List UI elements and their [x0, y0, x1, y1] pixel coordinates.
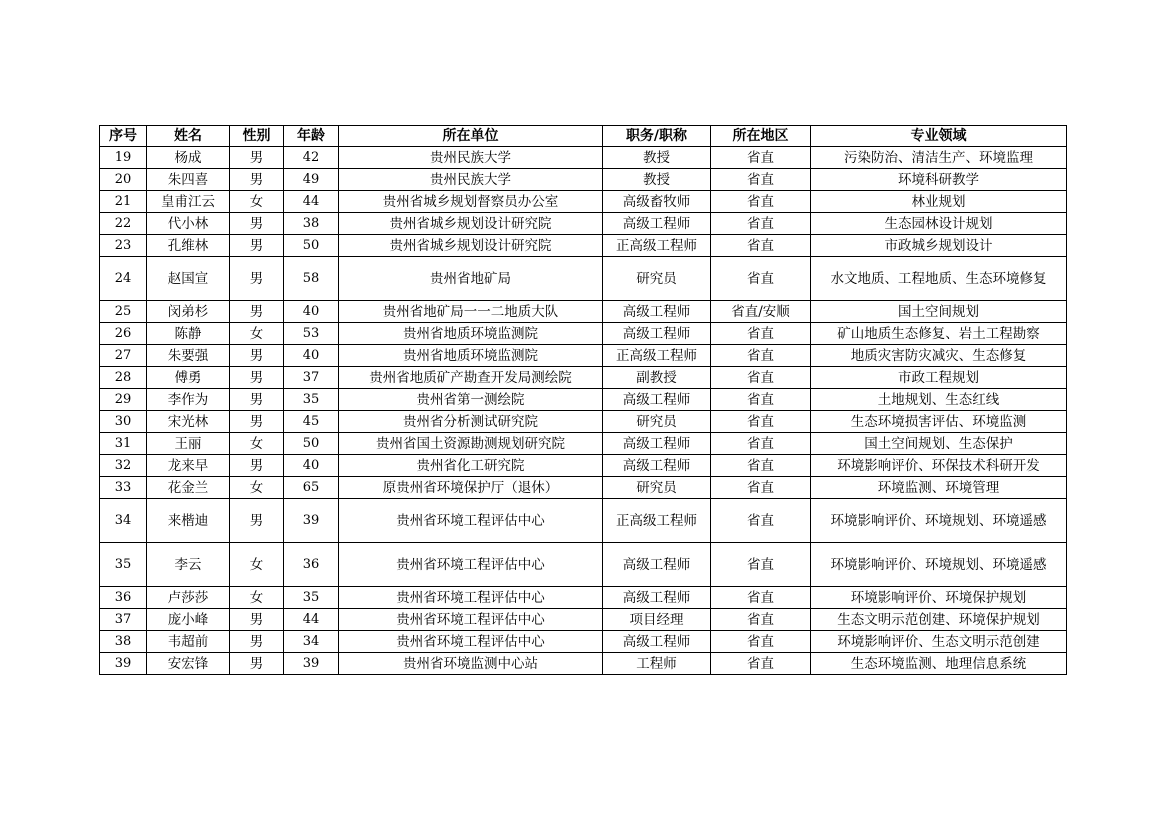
cell-specialty: 环境监测、环境管理: [811, 477, 1067, 499]
cell-region: 省直/安顺: [711, 301, 811, 323]
cell-age: 35: [284, 587, 339, 609]
cell-title: 高级工程师: [603, 433, 711, 455]
cell-organization: 贵州省国土资源勘测规划研究院: [339, 433, 603, 455]
cell-gender: 女: [230, 587, 284, 609]
cell-organization: 贵州省环境监测中心站: [339, 653, 603, 675]
cell-gender: 男: [230, 213, 284, 235]
table-row: [100, 301, 1067, 323]
cell-specialty: 市政城乡规划设计: [811, 235, 1067, 257]
cell-organization: 贵州省地矿局: [339, 257, 603, 301]
cell-age: 49: [284, 169, 339, 191]
cell-organization: 贵州省地质矿产勘查开发局测绘院: [339, 367, 603, 389]
header-age: 年龄: [284, 126, 339, 147]
cell-organization: 贵州省环境工程评估中心: [339, 543, 603, 587]
cell-age: 39: [284, 499, 339, 543]
cell-index: 32: [100, 455, 147, 477]
cell-organization: 贵州省地质环境监测院: [339, 323, 603, 345]
cell-name: 花金兰: [147, 477, 230, 499]
cell-title: 工程师: [603, 653, 711, 675]
table-row: [100, 543, 1067, 587]
cell-title: 高级工程师: [603, 389, 711, 411]
cell-index: 26: [100, 323, 147, 345]
cell-index: 25: [100, 301, 147, 323]
cell-region: 省直: [711, 389, 811, 411]
cell-title: 正高级工程师: [603, 345, 711, 367]
cell-region: 省直: [711, 367, 811, 389]
cell-gender: 男: [230, 499, 284, 543]
cell-gender: 男: [230, 301, 284, 323]
table-row: [100, 455, 1067, 477]
cell-title: 高级工程师: [603, 631, 711, 653]
cell-age: 40: [284, 455, 339, 477]
cell-organization: 贵州省化工研究院: [339, 455, 603, 477]
cell-specialty: 生态园林设计规划: [811, 213, 1067, 235]
cell-age: 44: [284, 609, 339, 631]
cell-name: 来楷迪: [147, 499, 230, 543]
cell-title: 高级工程师: [603, 301, 711, 323]
cell-name: 李云: [147, 543, 230, 587]
cell-age: 36: [284, 543, 339, 587]
cell-index: 37: [100, 609, 147, 631]
cell-gender: 男: [230, 345, 284, 367]
cell-organization: 贵州民族大学: [339, 147, 603, 169]
cell-title: 教授: [603, 147, 711, 169]
cell-specialty: 林业规划: [811, 191, 1067, 213]
table-header: [100, 126, 1067, 147]
cell-specialty: 环境科研教学: [811, 169, 1067, 191]
cell-title: 高级工程师: [603, 213, 711, 235]
cell-name: 韦超前: [147, 631, 230, 653]
cell-gender: 女: [230, 323, 284, 345]
cell-title: 正高级工程师: [603, 235, 711, 257]
cell-age: 42: [284, 147, 339, 169]
table-row: [100, 235, 1067, 257]
cell-index: 35: [100, 543, 147, 587]
cell-gender: 女: [230, 543, 284, 587]
cell-region: 省直: [711, 213, 811, 235]
cell-name: 代小林: [147, 213, 230, 235]
cell-age: 65: [284, 477, 339, 499]
cell-gender: 男: [230, 257, 284, 301]
cell-region: 省直: [711, 477, 811, 499]
table-row: [100, 631, 1067, 653]
header-index: 序号: [100, 126, 147, 147]
table-row: [100, 367, 1067, 389]
cell-age: 50: [284, 433, 339, 455]
cell-organization: 贵州省地质环境监测院: [339, 345, 603, 367]
table-row: [100, 147, 1067, 169]
table-row: [100, 411, 1067, 433]
cell-age: 58: [284, 257, 339, 301]
cell-specialty: 水文地质、工程地质、生态环境修复: [811, 257, 1067, 301]
cell-index: 28: [100, 367, 147, 389]
cell-name: 陈静: [147, 323, 230, 345]
cell-specialty: 生态环境损害评估、环境监测: [811, 411, 1067, 433]
table-row: [100, 257, 1067, 301]
cell-index: 39: [100, 653, 147, 675]
cell-age: 34: [284, 631, 339, 653]
cell-name: 王丽: [147, 433, 230, 455]
cell-age: 37: [284, 367, 339, 389]
table-row: [100, 323, 1067, 345]
cell-index: 23: [100, 235, 147, 257]
header-region: 所在地区: [711, 126, 811, 147]
table-row: [100, 609, 1067, 631]
cell-gender: 男: [230, 653, 284, 675]
table-row: [100, 169, 1067, 191]
cell-age: 53: [284, 323, 339, 345]
cell-region: 省直: [711, 543, 811, 587]
cell-gender: 男: [230, 235, 284, 257]
cell-organization: 贵州省城乡规划设计研究院: [339, 235, 603, 257]
table-row: [100, 433, 1067, 455]
cell-name: 卢莎莎: [147, 587, 230, 609]
header-name: 姓名: [147, 126, 230, 147]
table-row: [100, 191, 1067, 213]
cell-title: 高级工程师: [603, 587, 711, 609]
cell-age: 45: [284, 411, 339, 433]
cell-organization: 贵州省环境工程评估中心: [339, 609, 603, 631]
cell-specialty: 环境影响评价、环境规划、环境遥感: [811, 499, 1067, 543]
cell-region: 省直: [711, 455, 811, 477]
cell-region: 省直: [711, 609, 811, 631]
cell-name: 庞小峰: [147, 609, 230, 631]
cell-index: 19: [100, 147, 147, 169]
table-row: [100, 587, 1067, 609]
cell-name: 赵国宣: [147, 257, 230, 301]
cell-gender: 男: [230, 631, 284, 653]
cell-index: 38: [100, 631, 147, 653]
cell-title: 高级畜牧师: [603, 191, 711, 213]
cell-name: 杨成: [147, 147, 230, 169]
cell-index: 24: [100, 257, 147, 301]
cell-specialty: 土地规划、生态红线: [811, 389, 1067, 411]
cell-region: 省直: [711, 653, 811, 675]
cell-title: 正高级工程师: [603, 499, 711, 543]
cell-region: 省直: [711, 191, 811, 213]
cell-name: 傅勇: [147, 367, 230, 389]
cell-index: 20: [100, 169, 147, 191]
cell-organization: 贵州省环境工程评估中心: [339, 587, 603, 609]
cell-title: 教授: [603, 169, 711, 191]
cell-gender: 男: [230, 411, 284, 433]
cell-organization: 贵州省环境工程评估中心: [339, 499, 603, 543]
cell-organization: 贵州省城乡规划设计研究院: [339, 213, 603, 235]
cell-gender: 女: [230, 433, 284, 455]
cell-specialty: 生态文明示范创建、环境保护规划: [811, 609, 1067, 631]
cell-name: 朱四喜: [147, 169, 230, 191]
table-row: [100, 653, 1067, 675]
cell-title: 高级工程师: [603, 323, 711, 345]
cell-organization: 贵州省地矿局一一二地质大队: [339, 301, 603, 323]
cell-region: 省直: [711, 323, 811, 345]
cell-specialty: 环境影响评价、环保技术科研开发: [811, 455, 1067, 477]
cell-organization: 贵州省环境工程评估中心: [339, 631, 603, 653]
cell-region: 省直: [711, 587, 811, 609]
cell-title: 副教授: [603, 367, 711, 389]
cell-specialty: 环境影响评价、生态文明示范创建: [811, 631, 1067, 653]
header-title: 职务/职称: [603, 126, 711, 147]
cell-region: 省直: [711, 169, 811, 191]
cell-specialty: 矿山地质生态修复、岩土工程勘察: [811, 323, 1067, 345]
cell-index: 31: [100, 433, 147, 455]
cell-region: 省直: [711, 147, 811, 169]
cell-index: 34: [100, 499, 147, 543]
header-gender: 性别: [230, 126, 284, 147]
cell-name: 李作为: [147, 389, 230, 411]
cell-age: 38: [284, 213, 339, 235]
cell-organization: 贵州省第一测绘院: [339, 389, 603, 411]
cell-age: 50: [284, 235, 339, 257]
cell-gender: 男: [230, 367, 284, 389]
cell-gender: 男: [230, 169, 284, 191]
cell-region: 省直: [711, 631, 811, 653]
cell-name: 宋光林: [147, 411, 230, 433]
cell-index: 36: [100, 587, 147, 609]
table-row: [100, 345, 1067, 367]
cell-gender: 男: [230, 389, 284, 411]
cell-region: 省直: [711, 411, 811, 433]
cell-specialty: 环境影响评价、环境规划、环境遥感: [811, 543, 1067, 587]
cell-specialty: 市政工程规划: [811, 367, 1067, 389]
cell-specialty: 污染防治、清洁生产、环境监理: [811, 147, 1067, 169]
cell-title: 研究员: [603, 257, 711, 301]
cell-age: 39: [284, 653, 339, 675]
cell-organization: 贵州省分析测试研究院: [339, 411, 603, 433]
cell-index: 30: [100, 411, 147, 433]
cell-specialty: 地质灾害防灾减灾、生态修复: [811, 345, 1067, 367]
cell-specialty: 国土空间规划: [811, 301, 1067, 323]
expert-table: [99, 125, 1067, 675]
table-row: [100, 213, 1067, 235]
cell-gender: 女: [230, 477, 284, 499]
cell-region: 省直: [711, 433, 811, 455]
cell-organization: 贵州省城乡规划督察员办公室: [339, 191, 603, 213]
cell-index: 29: [100, 389, 147, 411]
cell-age: 40: [284, 345, 339, 367]
cell-name: 安宏锋: [147, 653, 230, 675]
cell-title: 项目经理: [603, 609, 711, 631]
table-row: [100, 389, 1067, 411]
cell-index: 33: [100, 477, 147, 499]
cell-name: 朱要强: [147, 345, 230, 367]
cell-specialty: 国土空间规划、生态保护: [811, 433, 1067, 455]
table-body: [100, 147, 1067, 675]
cell-age: 35: [284, 389, 339, 411]
cell-organization: 原贵州省环境保护厅（退休）: [339, 477, 603, 499]
cell-name: 孔维林: [147, 235, 230, 257]
cell-index: 22: [100, 213, 147, 235]
cell-gender: 男: [230, 147, 284, 169]
cell-region: 省直: [711, 345, 811, 367]
header-row: [100, 126, 1067, 147]
cell-title: 研究员: [603, 411, 711, 433]
cell-index: 27: [100, 345, 147, 367]
cell-name: 皇甫江云: [147, 191, 230, 213]
table-row: [100, 499, 1067, 543]
cell-region: 省直: [711, 235, 811, 257]
cell-region: 省直: [711, 257, 811, 301]
cell-index: 21: [100, 191, 147, 213]
cell-name: 闵弟杉: [147, 301, 230, 323]
cell-title: 研究员: [603, 477, 711, 499]
cell-organization: 贵州民族大学: [339, 169, 603, 191]
header-specialty: 专业领域: [811, 126, 1067, 147]
cell-title: 高级工程师: [603, 543, 711, 587]
cell-region: 省直: [711, 499, 811, 543]
cell-age: 40: [284, 301, 339, 323]
cell-gender: 男: [230, 455, 284, 477]
table-row: [100, 477, 1067, 499]
cell-gender: 男: [230, 609, 284, 631]
cell-gender: 女: [230, 191, 284, 213]
header-organization: 所在单位: [339, 126, 603, 147]
cell-title: 高级工程师: [603, 455, 711, 477]
cell-specialty: 环境影响评价、环境保护规划: [811, 587, 1067, 609]
cell-name: 龙来早: [147, 455, 230, 477]
cell-specialty: 生态环境监测、地理信息系统: [811, 653, 1067, 675]
cell-age: 44: [284, 191, 339, 213]
